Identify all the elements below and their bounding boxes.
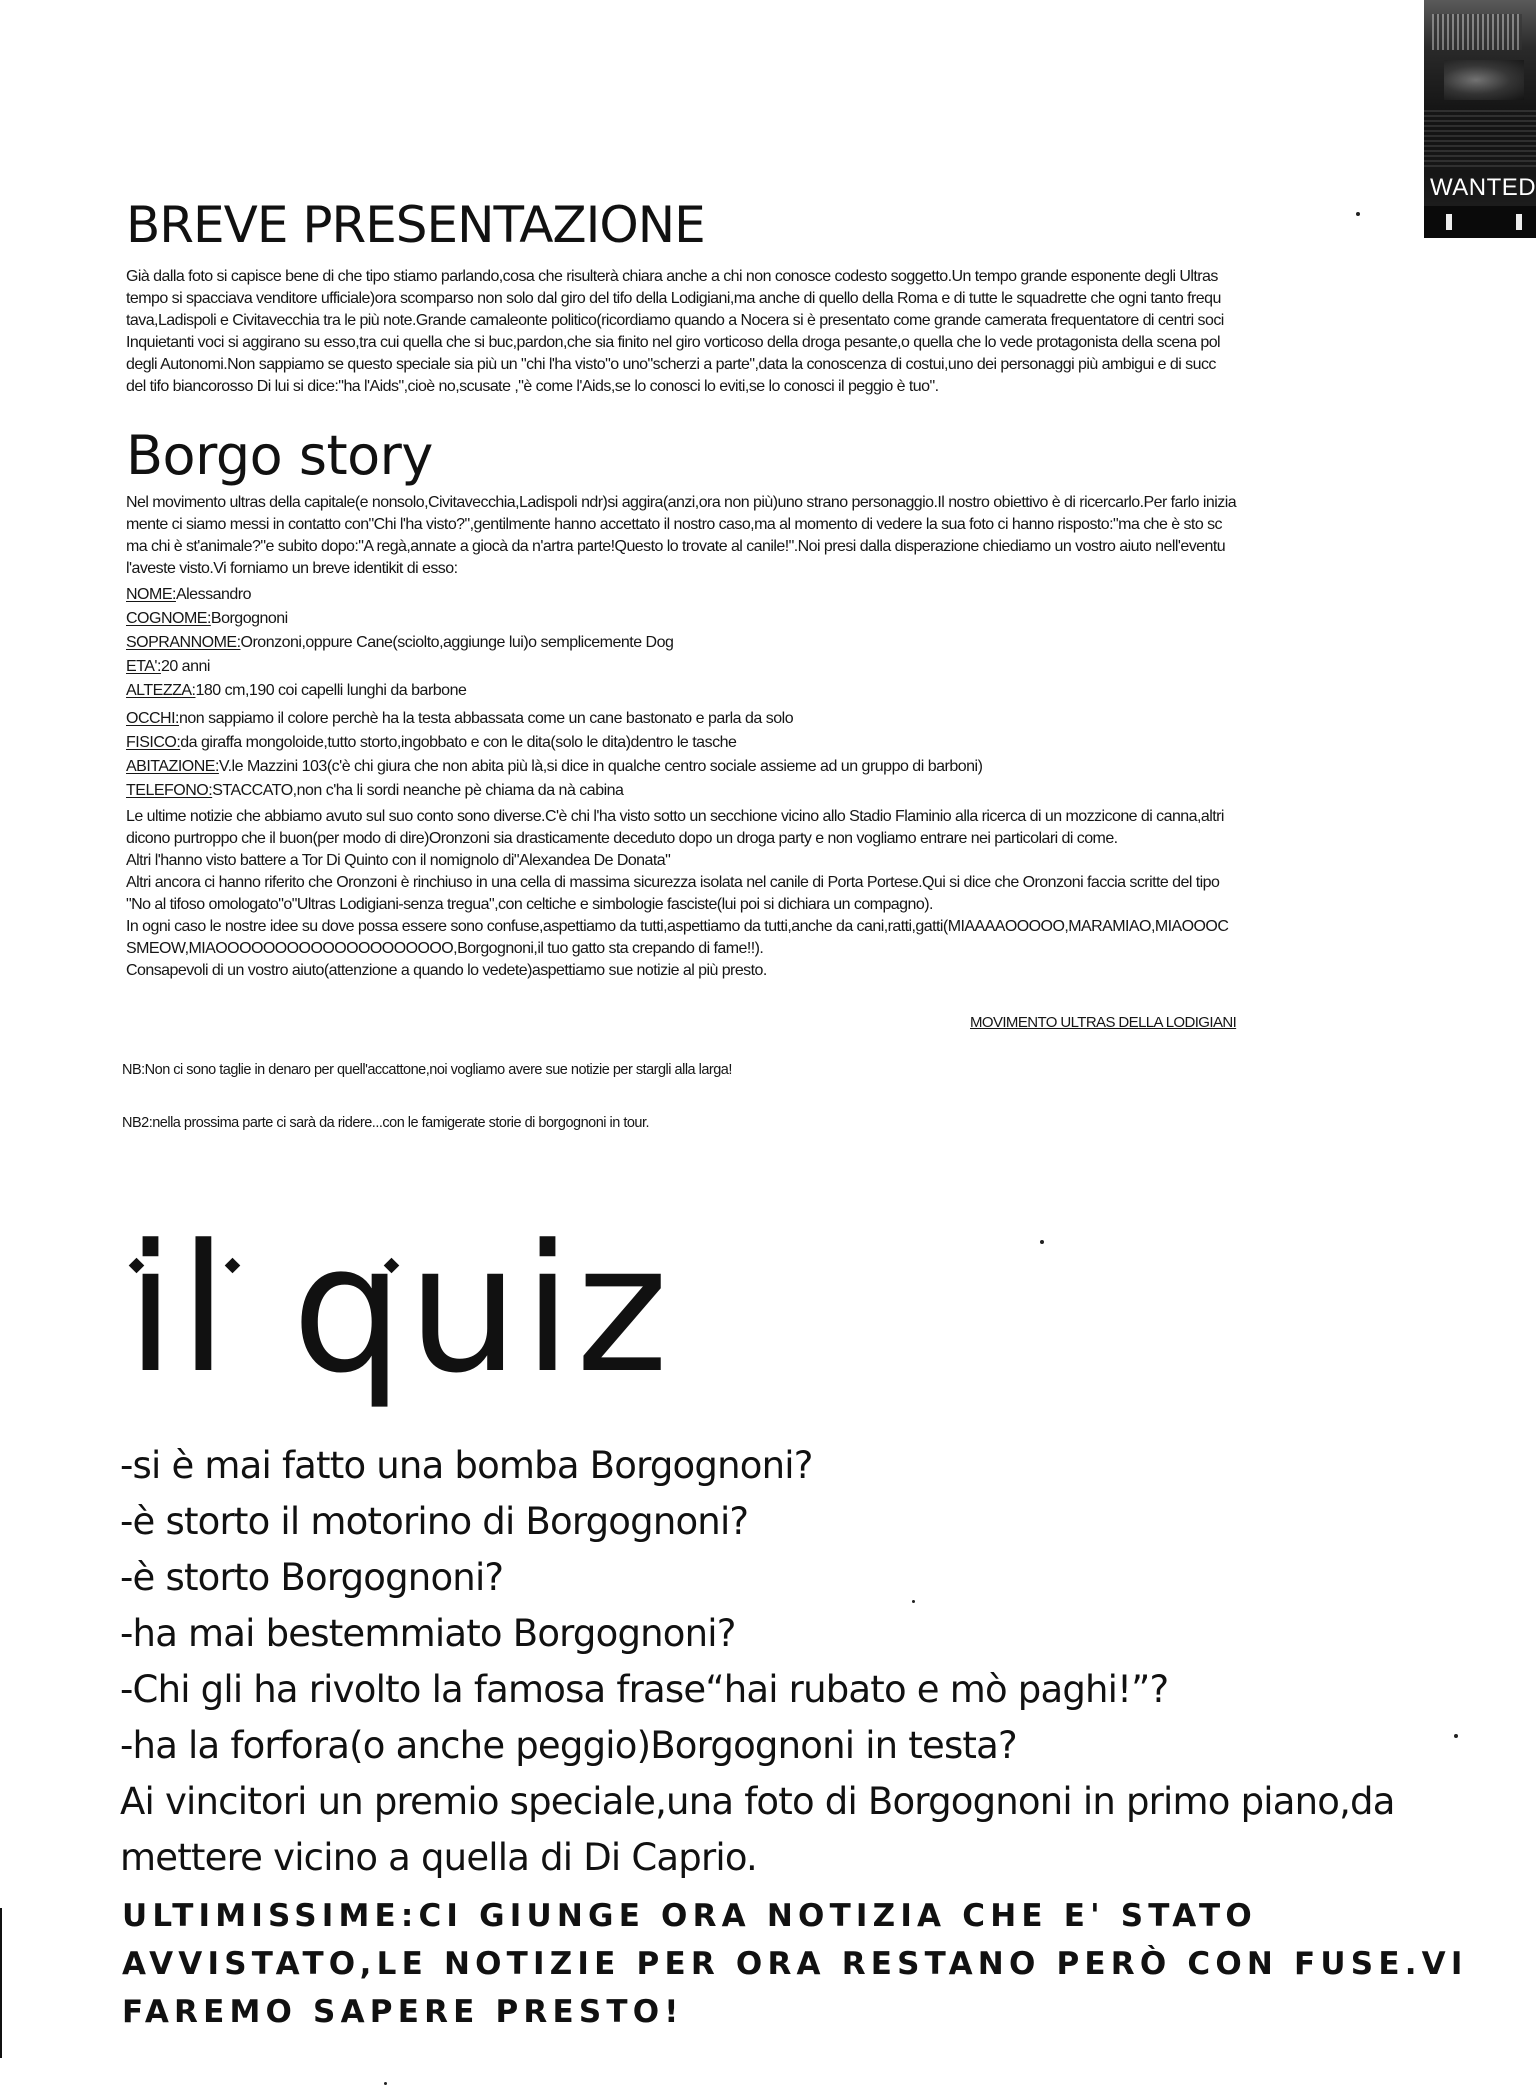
story-line: dicono purtroppo che il buon(per modo di dire)Oronzoni sia drasticamente deceduto dopo un droga party e non vogliamo entrare nei particolari di come. (126, 830, 1118, 847)
story-line: "No al tifoso omologato"o"Ultras Lodigiani-senza tregua",con celtiche e simbologie fasciste(lui poi si dichiara un compagno). (126, 896, 933, 913)
quiz-heading: il quiz (126, 1207, 673, 1412)
field-eta (126, 658, 210, 676)
story-line: Nel movimento ultras della capitale(e nonsolo,Civitavecchia,Ladispoli ndr)si aggira(anzi,ora non più)uno strano personaggio.Il nostro obiettivo è di ricercarlo.Per farlo inizia (126, 494, 1237, 511)
scan-speck (384, 2082, 387, 2085)
quiz-question: -è storto Borgognoni? (120, 1556, 504, 1599)
field-value: 180 cm,190 coi capelli lunghi da barbone (195, 682, 467, 699)
story-line: Consapevoli di un vostro aiuto(attenzione a quando lo vedete)aspettiamo sue notizie al più presto. (126, 962, 767, 979)
quiz-question: -è storto il motorino di Borgognoni? (120, 1500, 749, 1543)
story-line: SMEOW,MIAOOOOOOOOOOOOOOOOOOOO,Borgognoni,il tuo gatto sta crepando di fame!!). (126, 940, 764, 957)
story-line: l'aveste visto.Vi forniamo un breve identikit di esso: (126, 560, 458, 577)
field-label: FISICO: (126, 734, 181, 751)
field-telefono (126, 782, 623, 800)
field-label: ABITAZIONE: (126, 758, 219, 775)
field-label: COGNOME: (126, 610, 211, 627)
field-label: NOME: (126, 586, 176, 603)
field-value: V.le Mazzini 103(c'è chi giura che non abita più là,si dice in qualche centro sociale assieme ad un gruppo di barboni) (218, 758, 983, 775)
field-value: Oronzoni,oppure Cane(sciolto,aggiunge lui)o semplicemente Dog (240, 634, 674, 651)
scan-edge-line (0, 1908, 2, 2058)
presentation-line: Inquietanti voci si aggirano su esso,tra cui quella che si buc,pardon,che sia finito nel giro vorticoso della droga pesante,o quella che lo vede protagonista della scena pol (126, 334, 1221, 351)
quiz-question: -ha mai bestemmiato Borgognoni? (120, 1612, 736, 1655)
scan-speck (1040, 1240, 1044, 1244)
breaking-news: ULTIMISSIME:CI GIUNGE ORA NOTIZIA CHE E' STATO AVVISTATO,LE NOTIZIE PER ORA RESTANO PERÒ CON FUSE.VI FAREMO SAPERE PRESTO! (122, 1898, 1468, 2030)
presentation-line: tempo si spacciava venditore ufficiale)ora scomparso non solo dal giro del tifo della Lodigiani,ma anche di quello della Roma e di tutte le squadrette che ogni tanto frequ (126, 290, 1221, 307)
quiz-question: -Chi gli ha rivolto la famosa frase“hai rubato e mò paghi!”? (120, 1668, 1169, 1711)
story-line: ma chi è st'animale?"e subito dopo:"A regà,annate a giocà da n'artra parte!Questo lo trovate al canile!".Noi presi dalla disperazione chiediamo un vostro aiuto nell'eventu (126, 538, 1226, 555)
field-label: ETA': (126, 658, 161, 675)
presentation-text (126, 266, 1536, 398)
field-value: da giraffa mongoloide,tutto storto,ingobbato e con le dita(solo le dita)dentro le tasche (180, 734, 737, 751)
field-abitazione (126, 758, 982, 776)
field-label: SOPRANNOME: (126, 634, 241, 651)
quiz-questions (120, 1438, 1168, 1774)
field-nome (126, 586, 251, 604)
story-intro (126, 492, 1536, 580)
field-value: STACCATO,non c'ha li sordi neanche pè chiama da nà cabina (212, 782, 624, 799)
story-more-text (126, 806, 1536, 982)
presentation-line: tava,Ladispoli e Civitavecchia tra le più note.Grande camaleonte politico(ricordiamo quando a Nocera si è presentato come grande camerata frequentatore di centri soci (126, 312, 1224, 329)
presentation-line: Già dalla foto si capisce bene di che tipo stiamo parlando,cosa che risulterà chiara anche a chi non conosce codesto soggetto.Un tempo grande esponente degli Ultras (126, 268, 1218, 285)
wanted-photo (1424, 0, 1536, 238)
story-line: Le ultime notizie che abbiamo avuto sul suo conto sono diverse.C'è chi l'ha visto sotto un secchione vicino allo Stadio Flaminio alla ricerca di un mozzicone di canna,altri (126, 808, 1224, 825)
quiz-question: -si è mai fatto una bomba Borgognoni? (120, 1444, 813, 1487)
signoff: MOVIMENTO ULTRAS DELLA LODIGIANI (970, 1014, 1237, 1031)
quiz-prize: Ai vincitori un premio speciale,una foto di Borgognoni in primo piano,da mettere vicino a quella di Di Caprio. (120, 1780, 1395, 1879)
scan-speck (1356, 212, 1360, 216)
field-value: Alessandro (175, 586, 251, 603)
note-nb2: NB2:nella prossima parte ci sarà da ridere...con le famigerate storie di borgognoni in tour. (122, 1115, 650, 1131)
quiz-question: -ha la forfora(o anche peggio)Borgognoni in testa? (120, 1724, 1017, 1767)
story-line: mente ci siamo messi in contatto con"Chi l'ha visto?",gentilmente hanno accettato il nostro caso,ma al momento di vedere la sua foto ci hanno risposto:"ma che è sto sc (126, 516, 1222, 533)
story-heading: Borgo story (126, 424, 433, 487)
presentation-line: del tifo biancorosso Di lui si dice:"ha l'Aids",cioè no,scusate ,"è come l'Aids,se lo conosci lo eviti,se lo conosci il peggio è tuo". (126, 378, 939, 395)
presentation-line: degli Autonomi.Non sappiamo se questo speciale sia più un "chi l'ha visto"o uno"scherzi a parte",data la conoscenza di costui,uno dei personaggi più ambigui e di succ (126, 356, 1216, 373)
field-label: ALTEZZA: (126, 682, 196, 699)
field-value: non sappiamo il colore perchè ha la testa abbassata come un cane bastonato e parla da solo (179, 710, 794, 727)
note-nb1: NB:Non ci sono taglie in denaro per quell'accattone,noi vogliamo avere sue notizie per stargli alla larga! (122, 1062, 732, 1078)
field-altezza (126, 682, 466, 700)
field-label: OCCHI: (126, 710, 179, 727)
scan-speck (1454, 1734, 1458, 1738)
story-line: Altri l'hanno visto battere a Tor Di Quinto con il nomignolo di"Alexandea De Donata" (126, 852, 671, 869)
field-occhi (126, 710, 793, 728)
story-line: In ogni caso le nostre idee su dove possa essere sono confuse,aspettiamo da tutti,aspettiamo da tutti,anche da cani,ratti,gatti(MIAAAAOOOOO,MARAMIAO,MIAOOOC (126, 918, 1229, 935)
presentation-heading: BREVE PRESENTAZIONE (126, 196, 705, 254)
field-label: TELEFONO: (126, 782, 213, 799)
field-value: Borgognoni (210, 610, 288, 627)
scan-speck (912, 1600, 915, 1603)
field-value: 20 anni (160, 658, 210, 675)
story-line: Altri ancora ci hanno riferito che Oronzoni è rinchiuso in una cella di massima sicurezza isolata nel canile di Porta Portese.Qui si dice che Oronzoni faccia scritte del tipo (126, 874, 1220, 891)
field-soprannome (126, 634, 673, 652)
field-fisico (126, 734, 736, 752)
field-cognome (126, 610, 288, 628)
wanted-caption: WANTED (1430, 174, 1536, 201)
